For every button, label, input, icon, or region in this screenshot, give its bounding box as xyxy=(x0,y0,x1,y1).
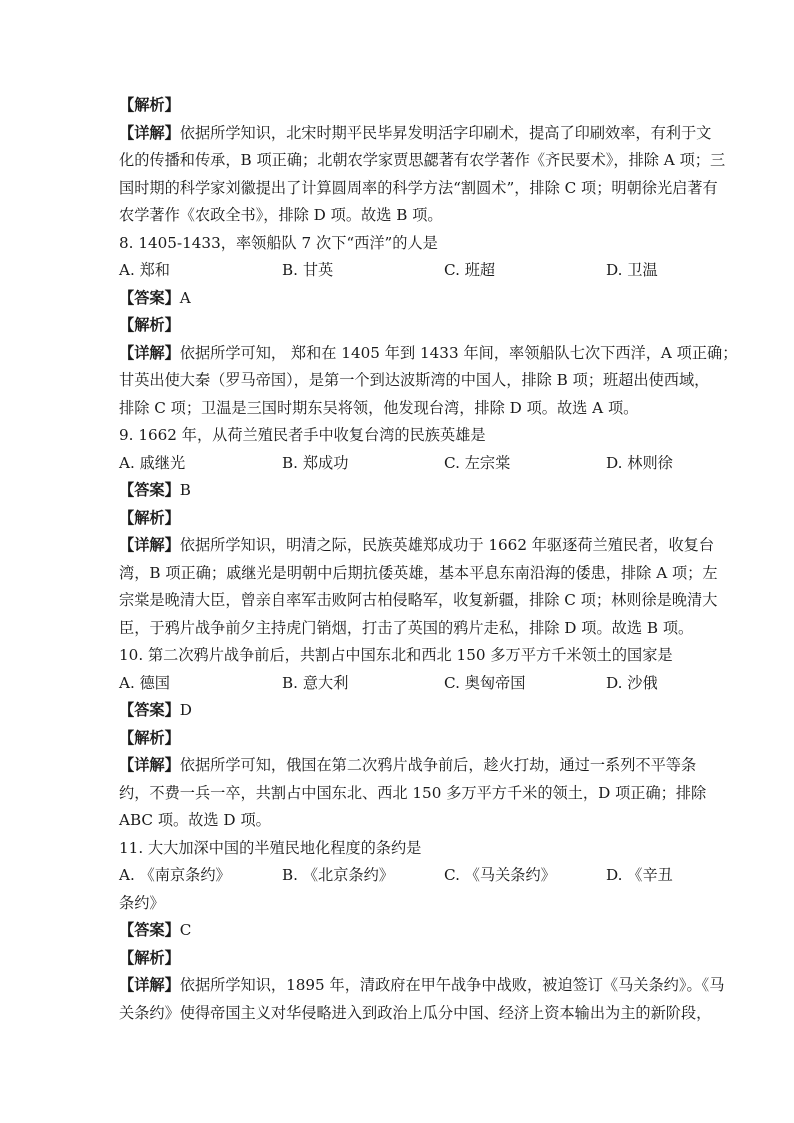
explanation-tag: 【详解】 xyxy=(119,343,180,362)
option-a: A. 德国 xyxy=(119,673,170,692)
explanation-text: 湾，B 项正确；戚继光是明朝中后期抗倭英雄，基本平息东南沿海的倭患，排除 A 项；左 xyxy=(119,563,718,582)
options-row xyxy=(119,862,679,890)
answer-value: B xyxy=(179,481,191,499)
section-heading xyxy=(119,725,679,753)
option-d: D. 沙俄 xyxy=(606,673,658,692)
explanation-text: 依据所学知识，明清之际，民族英雄郑成功于 1662 年驱逐荷兰殖民者，收复台 xyxy=(179,536,715,554)
explanation-text: 宗棠是晚清大臣，曾亲自率军击败阿古柏侵略军，收复新疆，排除 C 项；林则徐是晚清大 xyxy=(119,591,718,609)
explanation-text: 国时期的科学家刘徽提出了计算圆周率的科学方法“割圆术”，排除 C 项；明朝徐光启著有 xyxy=(119,178,718,197)
answer-value: D xyxy=(179,701,192,719)
option-b: B. 意大利 xyxy=(282,673,349,692)
explanation-line xyxy=(119,532,715,560)
options-row xyxy=(119,450,679,478)
explanation-line xyxy=(119,752,697,780)
option-b: B. 甘英 xyxy=(282,261,334,279)
explanation-text: 化的传播和传承，B 项正确；北朝农学家贾思勰著有农学著作《齐民要术》，排除 A 项；三 xyxy=(119,151,726,169)
explanation-line xyxy=(119,120,712,148)
explanation-line xyxy=(119,202,679,230)
answer-tag: 【答案】 xyxy=(119,701,180,719)
explanation-line xyxy=(119,340,738,368)
option-c: C. 奥匈帝国 xyxy=(444,673,526,692)
explanation-text: 依据所学可知，俄国在第二次鸦片战争前后，趁火打劫，通过一系列不平等条 xyxy=(179,756,697,774)
explanation-tag: 【详解】 xyxy=(119,756,180,774)
explanation-text: ABC 项。故选 D 项。 xyxy=(119,811,271,829)
explanation-line xyxy=(119,367,710,395)
answer-line xyxy=(119,285,679,313)
explanation-text: 依据所学可知， 郑和在 1405 年到 1433 年间，率领船队七次下西洋，A 项正确； xyxy=(179,343,738,362)
analysis-tag: 【解析】 xyxy=(119,508,180,527)
explanation-text: 甘英出使大秦（罗马帝国），是第一个到达波斯湾的中国人，排除 B 项；班超出使西域， xyxy=(119,371,710,389)
explanation-line xyxy=(119,560,718,588)
explanation-tag: 【详解】 xyxy=(119,123,180,142)
option-a: A. 戚继光 xyxy=(119,453,186,472)
option-d: D. 林则徐 xyxy=(606,453,673,472)
explanation-line xyxy=(119,972,725,1000)
option-d: D. 《辛丑 xyxy=(606,866,673,884)
analysis-tag: 【解析】 xyxy=(119,948,180,967)
analysis-tag: 【解析】 xyxy=(119,316,180,334)
answer-value: A xyxy=(179,288,191,307)
document-body xyxy=(119,92,738,1027)
explanation-text: 约，不费一兵一卒，共割占中国东北、西北 150 多万平方千米的领土，D 项正确；排除 xyxy=(119,783,707,802)
explanation-line xyxy=(119,147,726,175)
explanation-line xyxy=(119,807,679,835)
continuation-text: 条约》 xyxy=(119,893,165,912)
option-c: C. 《马关条约》 xyxy=(444,866,556,884)
question-text: 11. 大大加深中国的半殖民地化程度的条约是 xyxy=(119,838,422,857)
section-heading xyxy=(119,945,679,973)
explanation-line xyxy=(119,1000,712,1028)
explanation-line xyxy=(119,395,679,423)
answer-value: C xyxy=(179,921,192,939)
question-text: 10. 第二次鸦片战争前后，共割占中国东北和西北 150 多万平方千米领土的国家是 xyxy=(119,646,673,664)
explanation-tag: 【详解】 xyxy=(119,976,180,994)
explanation-text: 臣，于鸦片战争前夕主持虎门销烟，打击了英国的鸦片走私，排除 D 项。故选 B 项。 xyxy=(119,618,694,637)
option-a: A. 《南京条约》 xyxy=(119,866,231,884)
explanation-line xyxy=(119,587,718,615)
question-text: 8. 1405-1433，率领船队 7 次下“西洋”的人是 xyxy=(119,233,438,252)
section-heading xyxy=(119,505,679,533)
answer-line xyxy=(119,917,679,945)
answer-tag: 【答案】 xyxy=(119,921,180,939)
option-d: D. 卫温 xyxy=(606,261,658,279)
option-a: A. 郑和 xyxy=(119,261,170,279)
analysis-tag: 【解析】 xyxy=(119,96,180,114)
options-row xyxy=(119,670,679,698)
explanation-tag: 【详解】 xyxy=(119,536,180,554)
option-c: C. 班超 xyxy=(444,261,496,279)
explanation-text: 依据所学知识，北宋时期平民毕昇发明活字印刷术，提高了印刷效率，有利于文 xyxy=(179,123,712,142)
explanation-line xyxy=(119,615,694,643)
section-heading xyxy=(119,312,679,340)
explanation-line xyxy=(119,175,718,203)
explanation-line xyxy=(119,780,707,808)
answer-tag: 【答案】 xyxy=(119,288,180,307)
explanation-text: 关条约》使得帝国主义对华侵略进入到政治上瓜分中国、经济上资本输出为主的新阶段， xyxy=(119,1003,712,1022)
option-b: B. 郑成功 xyxy=(282,453,349,472)
option-b: B. 《北京条约》 xyxy=(282,866,394,884)
answer-tag: 【答案】 xyxy=(119,481,180,499)
analysis-tag: 【解析】 xyxy=(119,728,180,747)
answer-line xyxy=(119,697,679,725)
question-text: 9. 1662 年，从荷兰殖民者手中收复台湾的民族英雄是 xyxy=(119,426,486,444)
explanation-text: 依据所学知识，1895 年，清政府在甲午战争中战败，被迫签订《马关条约》。《马 xyxy=(179,976,725,994)
option-c: C. 左宗棠 xyxy=(444,453,511,472)
explanation-text: 排除 C 项；卫温是三国时期东吴将领，他发现台湾，排除 D 项。故选 A 项。 xyxy=(119,398,639,417)
section-heading xyxy=(119,92,679,120)
explanation-text: 农学著作《农政全书》，排除 D 项。故选 B 项。 xyxy=(119,206,443,224)
options-row xyxy=(119,257,679,285)
answer-line xyxy=(119,477,679,505)
